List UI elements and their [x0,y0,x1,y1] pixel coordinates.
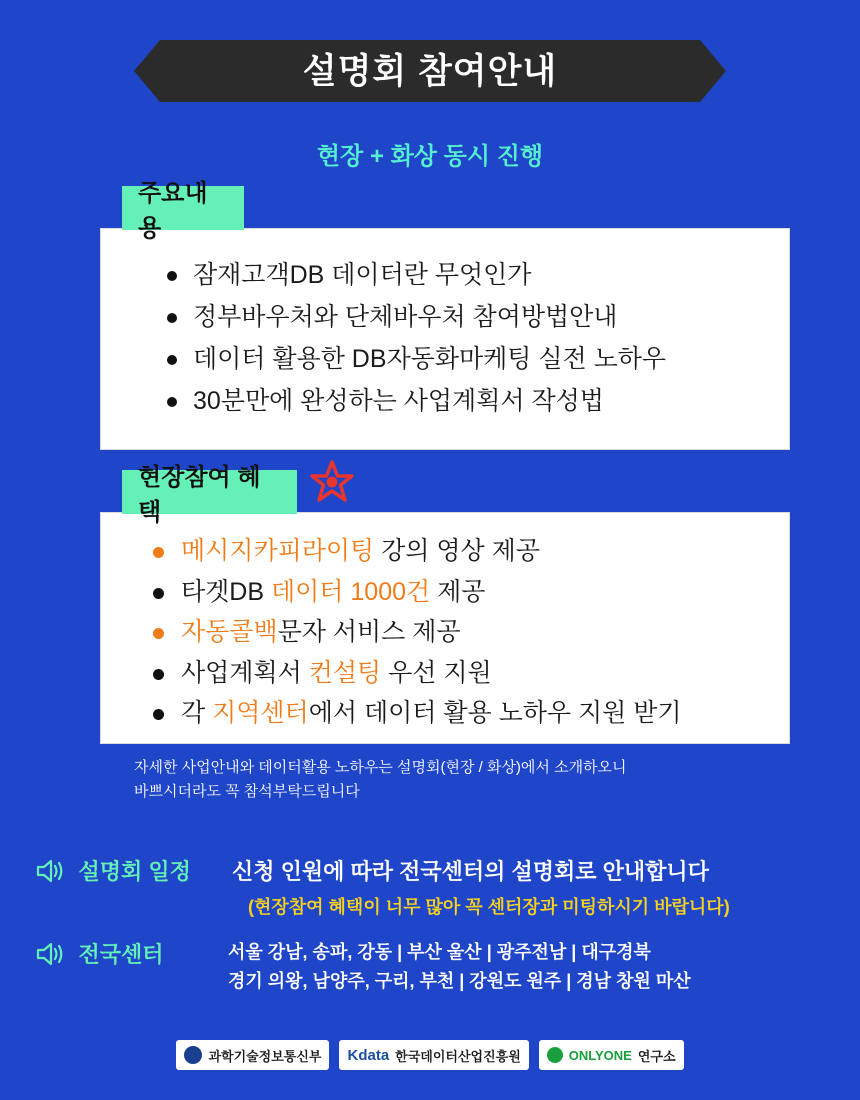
schedule-main-text: 신청 인원에 따라 전국센터의 설명회로 안내합니다 [232,859,709,884]
item-post: 제공 [430,577,486,606]
list-item [153,657,789,690]
list-item: 데이터 활용한 DB자동화마케팅 실전 노하우 [167,343,789,376]
list-item: 잠재고객DB 데이터란 무엇인가 [167,259,789,292]
item-highlight: 메시지카피라이팅 [181,537,375,565]
logo-prefix: ONLYONE [568,1047,632,1063]
title-banner [160,40,700,102]
schedule-sub-text: (현장참여 혜택이 너무 많아 꼭 센터장과 미팅하시기 바랍니다) [248,897,730,917]
list-item [153,697,789,730]
section-1-tab [122,180,244,242]
item-highlight: 데이터 1000건 [270,577,431,606]
section-2-card [100,512,790,744]
list-item [153,616,789,649]
logo-label: 한국데이터산업진흥원 [395,1048,521,1064]
logo-kdata [339,1040,528,1070]
subtitle: 현장 + 화상 동시 진행 [316,143,544,170]
speaker-icon [34,941,68,967]
centers-line-2: 경기 의왕, 남양주, 구리, 부천 | 강원도 원주 | 경남 창원 마산 [228,970,691,991]
centers-row-label [34,938,163,969]
item-highlight: 컨설팅 [308,658,382,687]
item-post: 문자 서비스 제공 [277,618,461,646]
item-post: 우선 지원 [381,658,492,687]
item-pre: 사업계획서 [181,658,309,687]
note-block [134,756,794,804]
section-2-tab-label: 현장참여 혜택 [138,464,261,526]
star-icon [308,458,356,506]
kdata-mark-icon: Kdata [347,1046,390,1064]
section-2-tab [122,464,297,526]
logo-label: 과학기술정보통신부 [208,1048,322,1064]
note-line-2: 바쁘시더라도 꼭 참석부탁드립니다 [134,783,360,800]
logo-label: 연구소 [637,1048,676,1064]
section-1-tab-label: 주요내용 [138,180,208,242]
list-item: 정부바우처와 단체바우처 참여방법안내 [167,301,789,334]
list-item [153,576,789,609]
schedule-label: 설명회 일정 [78,859,191,884]
section-2-list [153,535,789,730]
section-1-card [100,228,790,450]
title-banner-wrap [0,40,860,102]
schedule-row-label [34,855,191,886]
list-item: 30분만에 완성하는 사업계획서 작성법 [167,385,789,418]
onlyone-mark-icon [547,1047,563,1063]
page-title: 설명회 참여안내 [302,51,558,91]
item-highlight: 지역센터 [212,699,309,727]
centers-line-1: 서울 강남, 송파, 강동 | 부산 울산 | 광주전남 | 대구경북 [228,942,651,962]
item-post: 에서 데이터 활용 노하우 지원 받기 [308,699,682,727]
government-emblem-icon [184,1046,202,1064]
speaker-icon [34,858,68,884]
item-pre: 각 [181,699,213,727]
logo-onlyone [539,1040,684,1070]
logo-strip [0,1040,860,1070]
section-1-list [167,259,789,418]
centers-text [228,938,691,996]
note-line-1: 자세한 사업안내와 데이터활용 노하우는 설명회(현장 / 화상)에서 소개하오니 [134,759,627,776]
list-item [153,535,789,568]
item-pre: 타겟DB [181,577,271,606]
item-post: 강의 영상 제공 [374,537,540,565]
item-highlight: 자동콜백 [181,618,278,646]
logo-msit [176,1040,329,1070]
centers-label: 전국센터 [78,942,164,967]
